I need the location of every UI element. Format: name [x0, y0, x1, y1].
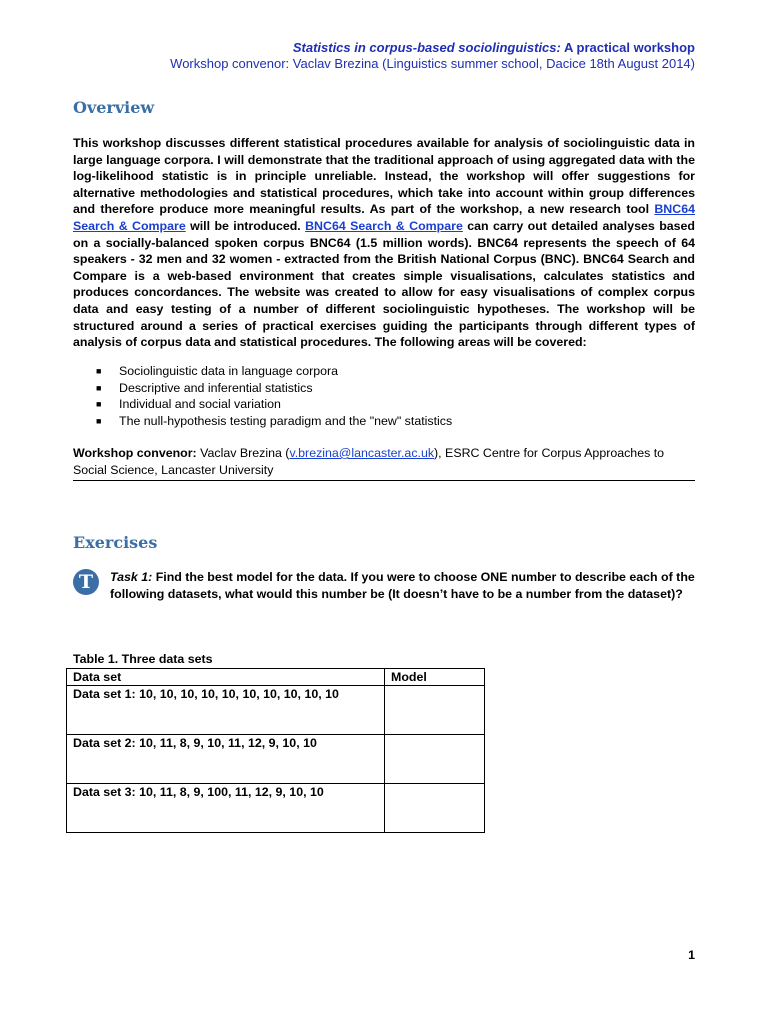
task-title: Find the best model for the data.: [152, 570, 348, 584]
table-header-row: [67, 669, 485, 686]
list-item: [96, 363, 452, 380]
table-caption: Table 1. Three data sets: [73, 652, 213, 666]
page-header: [170, 40, 695, 72]
list-item-text: Descriptive and inferential statistics: [119, 380, 313, 395]
convenor-affiliation: ), ESRC Centre for Corpus Approaches to Social Science, Lancaster University: [73, 446, 665, 477]
overview-text-mid: will be introduced.: [185, 218, 306, 233]
column-header-model: Model: [385, 669, 485, 686]
list-item-text: Sociolinguistic data in language corpora: [119, 364, 339, 378]
header-title-italic: Statistics in corpus-based sociolinguistics:: [292, 40, 561, 55]
section-divider: [73, 480, 695, 481]
overview-paragraph: [73, 135, 695, 351]
convenor-info: [73, 445, 695, 478]
model-answer-cell[interactable]: [385, 735, 485, 784]
convenor-email-link[interactable]: v.brezina@lancaster.ac.uk: [289, 446, 435, 460]
bullet-icon: ■: [96, 366, 102, 376]
topics-list: [96, 363, 452, 429]
task-instructions: If you were to choose ONE number to describe each of the following datasets, what would this number be (It doesn’t have to be a number from the dataset)?: [110, 570, 695, 601]
header-title: [170, 40, 695, 56]
bullet-icon: ■: [96, 415, 102, 426]
task-label: Task 1:: [110, 570, 153, 584]
task-icon: T: [73, 569, 99, 595]
header-subtitle: Workshop convenor: Vaclav Brezina (Linguistics summer school, Dacice 18th August 2014): [170, 56, 695, 71]
model-answer-cell[interactable]: [385, 784, 485, 833]
column-header-data-set: Data set: [67, 669, 385, 686]
convenor-label: Workshop convenor:: [73, 446, 197, 460]
header-title-rest: A practical workshop: [560, 40, 695, 55]
convenor-name: Vaclav Brezina (: [196, 446, 290, 460]
model-answer-cell[interactable]: [385, 686, 485, 735]
overview-text-start: This workshop discusses different statistical procedures available for analysis of sociolinguistic data in large language corpora. I will demonstrate that the traditional approach of using aggregated data with the log-likelihood statistic is in principle unreliable. Instead, the workshop will offer suggestions for alternative methodologies and statistical procedures, which take into account within group differences and therefore produce more meaningful results. As part of the workshop, a new research tool: [73, 136, 695, 217]
overview-text-end: can carry out detailed analyses based on a socially-balanced spoken corpus BNC64 (1.5 million words). BNC64 represents the speech of 64 speakers - 32 men and 32 women - extracted from the British National Corpus (BNC). BNC64 Search and Compare is a web-based environment that creates simple visualisations, calculates statistics and produces concordances. The website was created to allow for easy visualisations of complex corpus data and easy testing of a number of different sociolinguistic hypotheses. The workshop will be structured around a series of practical exercises guiding the participants through different types of analysis of corpus data and statistical procedures. The following areas will be covered:: [73, 218, 696, 350]
table-row: [67, 686, 485, 735]
data-sets-table: [66, 668, 485, 833]
data-set-cell: Data set 2: 10, 11, 8, 9, 10, 11, 12, 9, 10, 10: [67, 735, 385, 784]
list-item-text: The null-hypothesis testing paradigm and the "new" statistics: [119, 413, 453, 428]
bullet-icon: ■: [96, 382, 102, 393]
bnc64-link-2[interactable]: BNC64 Search & Compare: [305, 218, 463, 233]
table-row: [67, 735, 485, 784]
overview-heading: Overview: [73, 98, 155, 117]
list-item-text: Individual and social variation: [119, 397, 281, 412]
table-row: [67, 784, 485, 833]
exercises-heading: Exercises: [73, 533, 158, 552]
list-item: [96, 396, 452, 413]
page-number: 1: [688, 948, 695, 962]
data-set-cell: Data set 1: 10, 10, 10, 10, 10, 10, 10, 10, 10, 10: [67, 686, 385, 735]
list-item: [96, 413, 452, 430]
bnc64-link-1[interactable]: BNC64 Search & Compare: [73, 202, 695, 233]
bullet-icon: ■: [96, 399, 102, 410]
list-item: [96, 380, 452, 397]
task-description: [110, 569, 700, 602]
data-set-cell: Data set 3: 10, 11, 8, 9, 100, 11, 12, 9, 10, 10: [67, 784, 385, 833]
